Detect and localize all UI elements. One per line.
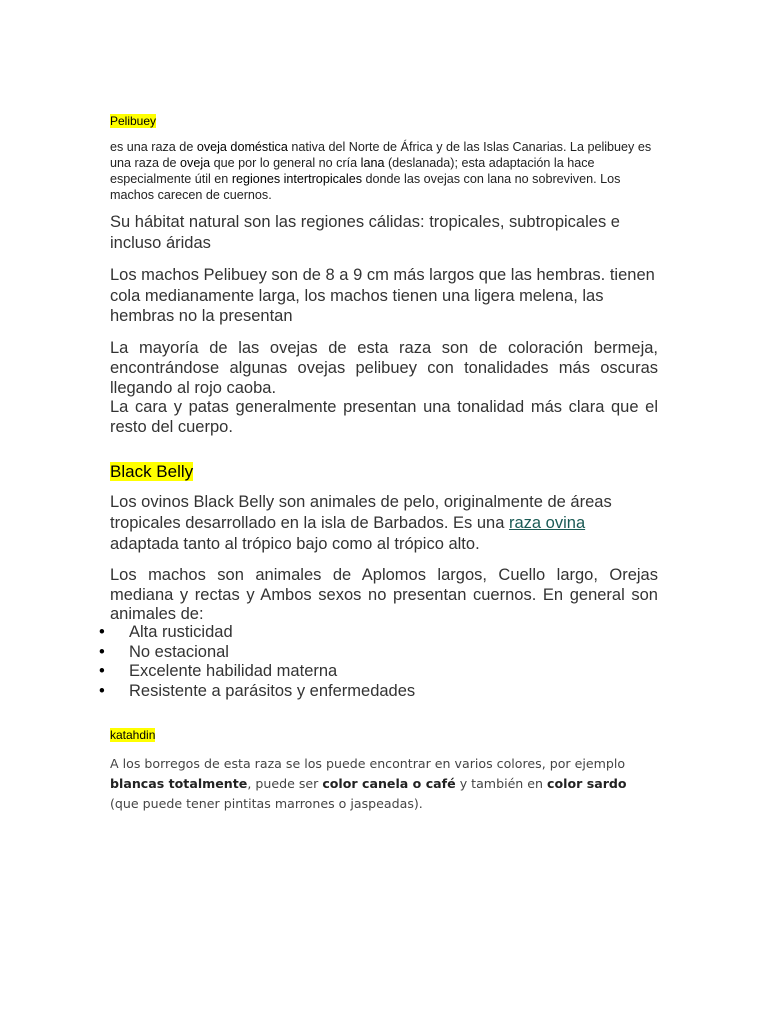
katahdin-heading <box>110 728 155 743</box>
list-item-text: Excelente habilidad materna <box>129 662 338 681</box>
pelibuey-intro-text: nativa del Norte de África y de las Islas Canarias. La pelibuey es una raza de <box>110 140 652 170</box>
pelibuey-color-paragraph: La mayoría de las ovejas de esta raza son de coloración bermeja, encontrándose algunas ovejas pelibuey con tonalidades más oscuras llegando al rojo caoba. <box>110 339 658 397</box>
list-item-text: No estacional <box>129 642 229 661</box>
blancas-totalmente-term: blancas totalmente <box>110 776 248 791</box>
bullet-icon: • <box>99 642 105 661</box>
black-belly-traits-paragraph: Los machos son animales de Aplomos largos, Cuello largo, Orejas mediana y rectas y Ambos sexos no presentan cuernos. En general son animales de: <box>110 566 658 623</box>
pelibuey-heading-text: Pelibuey <box>110 114 157 128</box>
black-belly-intro-text: adaptada tanto al trópico bajo como al trópico alto. <box>110 535 480 553</box>
color-canela-term: color canela o café <box>322 776 456 791</box>
black-belly-intro-paragraph <box>110 492 658 555</box>
list-item-text: Alta rusticidad <box>129 623 233 641</box>
bullet-icon: • <box>99 662 105 681</box>
katahdin-text: , puede ser <box>247 776 323 791</box>
katahdin-heading-text: katahdin <box>110 728 156 742</box>
list-item <box>99 662 659 682</box>
katahdin-text: (que puede tener pintitas marrones o jaspeadas). <box>110 796 423 811</box>
oveja-domestica-term: oveja doméstica <box>196 140 288 154</box>
list-item <box>99 643 659 663</box>
katahdin-text: A los borregos de esta raza se los puede encontrar en varios colores, por ejemplo <box>110 756 626 771</box>
pelibuey-face-paragraph: La cara y patas generalmente presentan una tonalidad más clara que el resto del cuerpo. <box>110 398 658 436</box>
pelibuey-heading <box>110 114 156 129</box>
color-sardo-term: color sardo <box>547 776 627 791</box>
pelibuey-size-paragraph: Los machos Pelibuey son de 8 a 9 cm más largos que las hembras. tienen cola medianamente larga, los machos tienen una ligera melena, las hembras no la presentan <box>110 266 655 325</box>
black-belly-heading-text: Black Belly <box>110 462 194 481</box>
pelibuey-habitat-paragraph: Su hábitat natural son las regiones cálidas: tropicales, subtropicales e incluso áridas <box>110 213 620 252</box>
black-belly-bullet-list <box>99 623 659 702</box>
katahdin-text: y también en <box>455 776 548 791</box>
bullet-icon: • <box>99 682 105 701</box>
pelibuey-intro-paragraph <box>110 139 658 203</box>
black-belly-intro-text: Los ovinos Black Belly son animales de pelo, originalmente de áreas tropicales desarrollado en la isla de Barbados. Es una <box>110 493 612 532</box>
pelibuey-intro-text: donde las ovejas con lana no sobreviven. Los machos carecen de cuernos. <box>110 172 621 202</box>
black-belly-heading <box>110 461 193 482</box>
list-item <box>99 623 659 643</box>
katahdin-paragraph <box>110 754 658 814</box>
pelibuey-intro-text: es una raza de <box>110 140 197 154</box>
regiones-intertropicales-term: regiones intertropicales <box>231 172 363 186</box>
list-item-text: Resistente a parásitos y enfermedades <box>129 682 416 701</box>
pelibuey-intro-text: (deslanada); esta adaptación la hace especialmente útil en <box>110 156 595 186</box>
raza-ovina-link[interactable]: raza ovina <box>509 514 586 532</box>
list-item <box>99 682 659 702</box>
lana-term: lana <box>360 156 385 170</box>
oveja-term: oveja <box>180 156 211 170</box>
bullet-icon: • <box>99 623 105 641</box>
pelibuey-intro-text: que por lo general no cría <box>210 156 361 170</box>
